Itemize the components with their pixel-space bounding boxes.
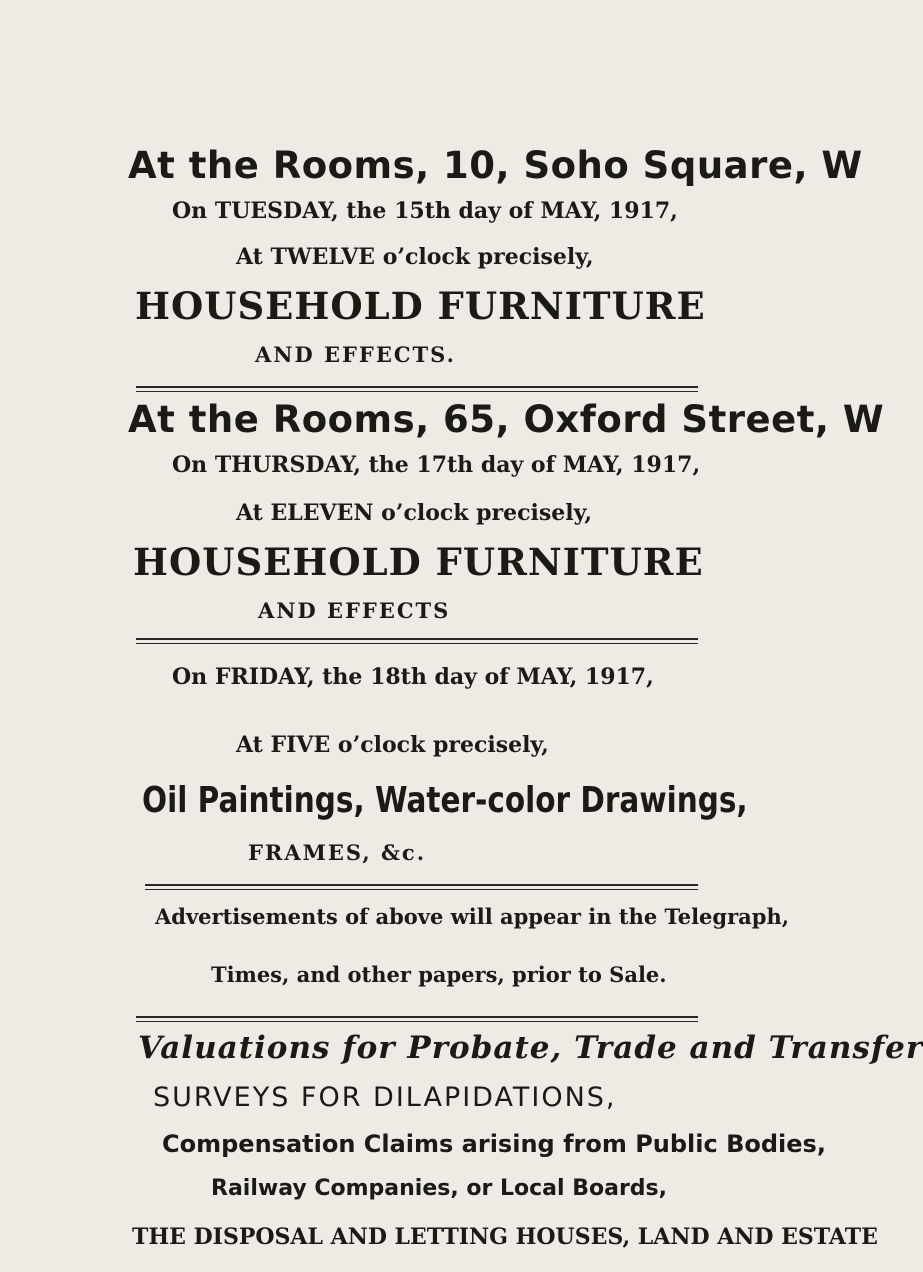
divider-1	[136, 386, 698, 388]
sale2-title: HOUSEHOLD FURNITURE	[133, 540, 704, 584]
sale3-subtitle: FRAMES, &c.	[248, 840, 427, 865]
services-disposal: THE DISPOSAL AND LETTING HOUSES, LAND AND ESTATE	[132, 1224, 878, 1250]
services-valuations: Valuations for Probate, Trade and Transfer	[138, 1030, 923, 1066]
sale1-subtitle: AND EFFECTS.	[255, 342, 456, 367]
sale3-time: At FIVE o’clock precisely,	[236, 732, 549, 758]
notice-line-1: Advertisements of above will appear in the Telegraph,	[155, 904, 790, 929]
divider-2	[136, 638, 698, 640]
sale1-date: On TUESDAY, the 15th day of MAY, 1917,	[172, 198, 678, 224]
sale2-time: At ELEVEN o’clock precisely,	[236, 500, 592, 526]
divider-4	[136, 1016, 698, 1018]
sale2-subtitle: AND EFFECTS	[258, 598, 451, 623]
sale2-venue: At the Rooms, 65, Oxford Street, W	[128, 398, 885, 441]
services-compensation: Compensation Claims arising from Public Bodies,	[162, 1130, 826, 1158]
sale2-date: On THURSDAY, the 17th day of MAY, 1917,	[172, 452, 701, 478]
sale1-time: At TWELVE o’clock precisely,	[236, 244, 594, 270]
notice-line-2: Times, and other papers, prior to Sale.	[211, 962, 667, 987]
divider-3	[145, 884, 698, 886]
sale3-title: Oil Paintings, Water-color Drawings,	[142, 780, 748, 821]
sale3-date: On FRIDAY, the 18th day of MAY, 1917,	[172, 664, 654, 690]
services-surveys: SURVEYS FOR DILAPIDATIONS,	[153, 1082, 617, 1113]
sale1-title: HOUSEHOLD FURNITURE	[135, 284, 706, 328]
sale1-venue: At the Rooms, 10, Soho Square, W	[128, 144, 863, 187]
services-railway: Railway Companies, or Local Boards,	[211, 1176, 667, 1201]
